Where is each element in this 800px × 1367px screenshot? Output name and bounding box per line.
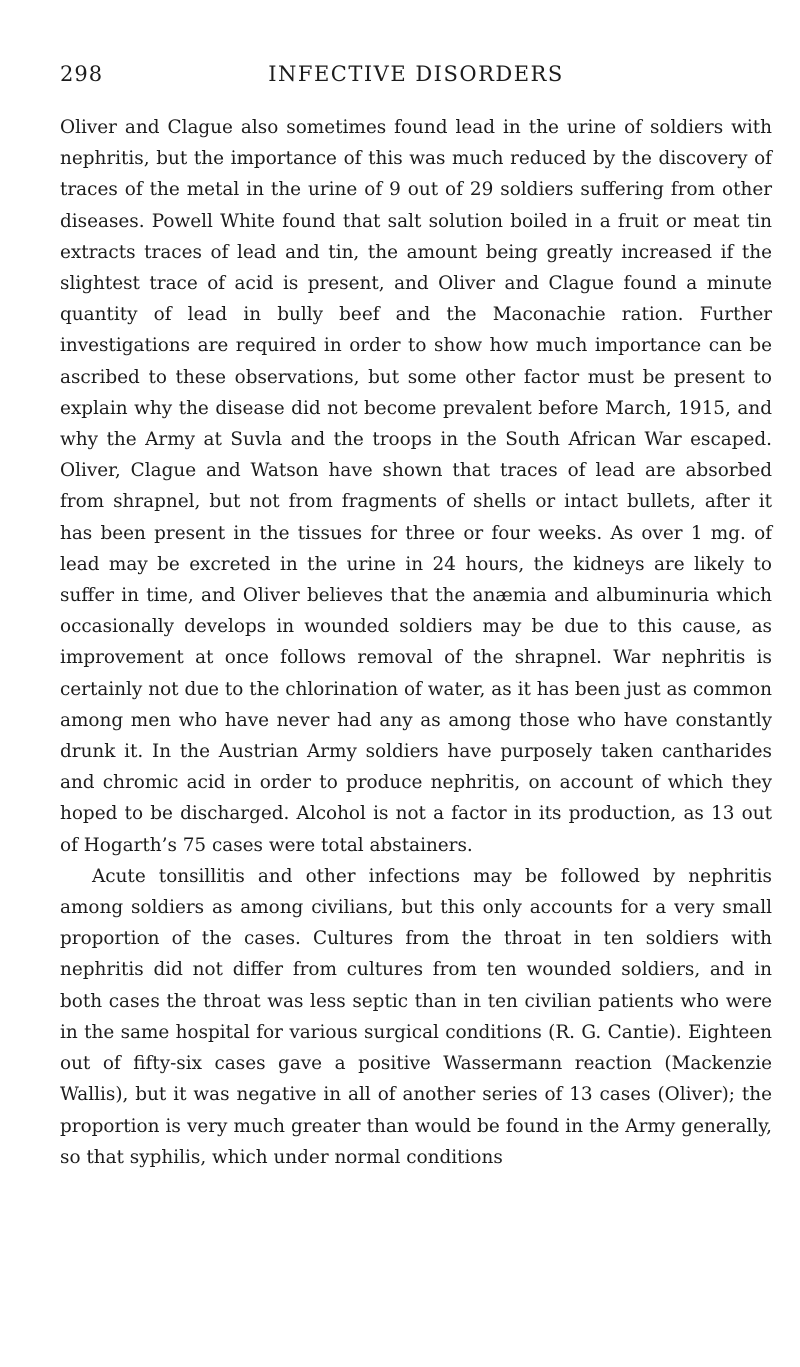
paragraph: Acute tonsillitis and other infections may be followed by nephritis among soldiers as among civilians, but this only accounts for a very small proportion of the cases. Cultures from the throat in ten soldiers with nephritis did not differ from cultures from ten wounded soldiers, and in both cases the throat was less septic than in ten civilian patients who were in the same hospital for various surgical conditions (R. G. Cantie). Eighteen out of fifty-six cases gave a positive Wassermann reaction (Mackenzie Wallis), but it was negative in all of another series of 13 cases (Oliver); the proportion is very much greater than would be found in the Army generally, so that syphilis, which under normal conditions — [60, 865, 772, 1168]
paragraph: Oliver and Clague also sometimes found lead in the urine of soldiers with nephritis, but the importance of this was much reduced by the discovery of traces of the metal in the urine of 9 out of 29 soldiers suffering from other diseases. Powell White found that salt solution boiled in a fruit or meat tin extracts traces of lead and tin, the amount being greatly increased if the slightest trace of acid is present, and Oliver and Clague found a minute quantity of lead in bully beef and the Maconachie ration. Further investigations are required in order to show how much importance can be ascribed to these observations, but some other factor must be present to explain why the disease did not become prevalent before March, 1915, and why the Army at Suvla and the troops in the South African War escaped. Oliver, Clague and Watson have shown that traces of lead are absorbed from shrapnel, but not from fragments of shells or intact bullets, after it has been present in the tissues for three or four weeks. As over 1 mg. of lead may be excreted in the urine in 24 hours, the kidneys are likely to suffer in time, and Oliver believes that the anæmia and albuminuria which occasionally develops in wounded soldiers may be due to this cause, as improvement at once follows removal of the shrapnel. War nephritis is certainly not due to the chlorination of water, as it has been just as common among men who have never had any as among those who have constantly drunk it. In the Austrian Army soldiers have purposely taken cantharides and chromic acid in order to produce nephritis, on account of which they hoped to be discharged. Alcohol is not a factor in its production, as 13 out of Hogarth’s 75 cases were total abstainers. — [60, 117, 772, 856]
running-title: INFECTIVE DISORDERS — [268, 62, 564, 86]
book-page — [60, 62, 772, 1173]
page-number: 298 — [60, 62, 104, 86]
body-text — [60, 112, 772, 1173]
running-head — [60, 62, 772, 102]
